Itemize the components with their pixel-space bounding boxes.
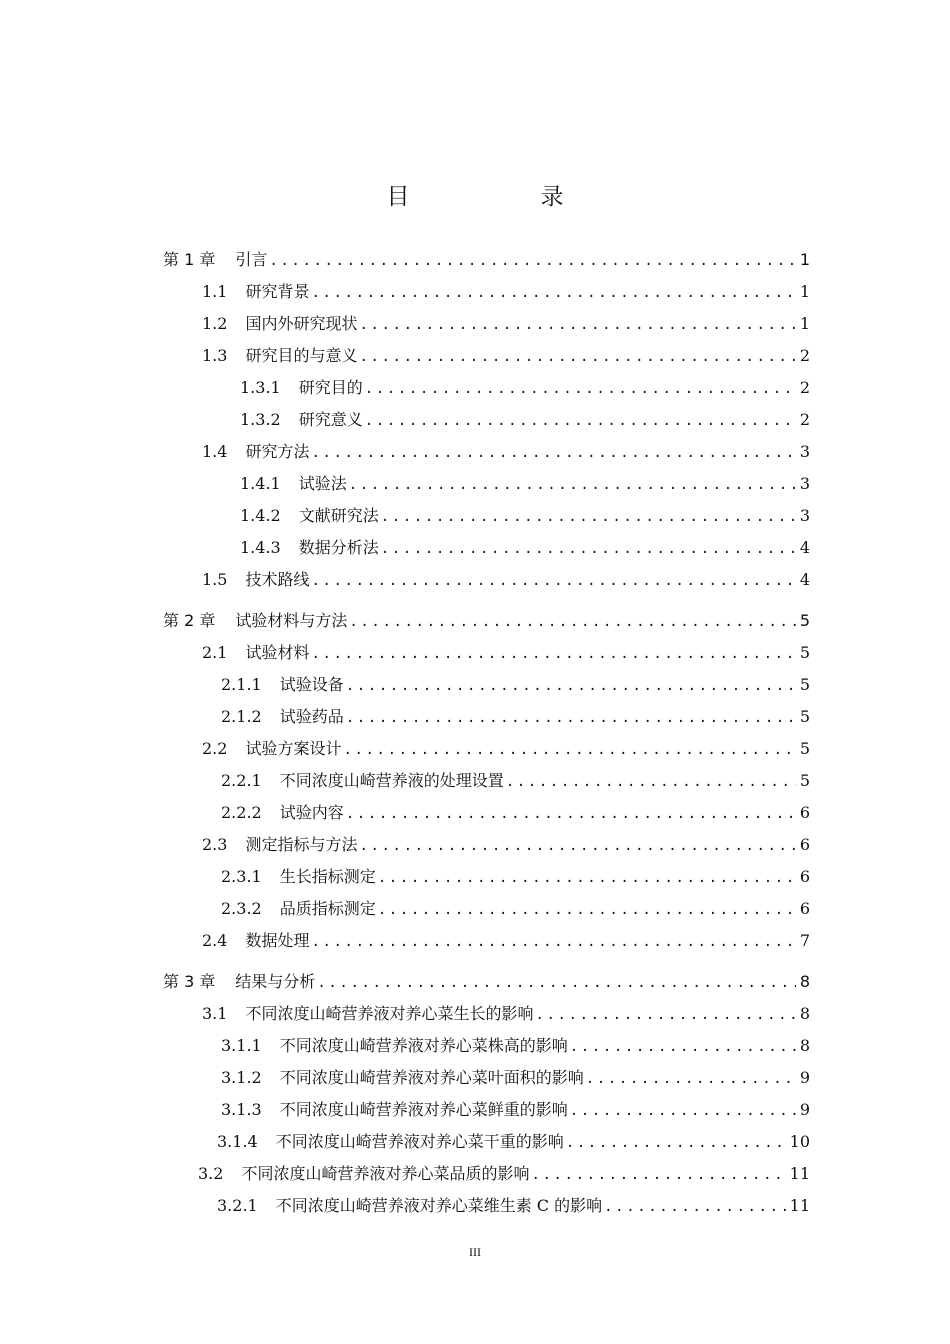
toc-entry-page: 3 [799,442,810,461]
toc-entry-page: 1 [799,314,810,333]
toc-entry[interactable] [221,866,810,888]
toc-leader-dots [570,1100,796,1122]
toc-entry-label: 研究背景 [245,282,310,301]
toc-entry[interactable] [202,1003,810,1025]
toc-entry[interactable] [221,1099,810,1121]
toc-entry[interactable] [163,610,810,632]
toc-entry-number: 1.2 [202,314,228,333]
toc-leader-dots [346,707,796,729]
toc-entry-number: 1.5 [202,570,228,589]
toc-entry[interactable] [163,249,810,271]
toc-entry-label: 引言 [235,250,268,269]
toc-entry-label: 试验设备 [279,675,344,694]
toc-entry[interactable] [202,345,810,367]
toc-leader-dots [359,835,795,857]
toc-entry-number: 1.3.1 [240,378,281,397]
toc-entry-page: 10 [789,1132,810,1151]
toc-entry-page: 4 [799,538,810,557]
toc-leader-dots [359,314,795,336]
toc-entry-page: 5 [799,771,810,790]
toc-entry-label: 不同浓度山崎营养液对养心菜生长的影响 [245,1004,534,1023]
toc-entry[interactable] [202,569,810,591]
toc-entry-page: 8 [799,1036,810,1055]
toc-entry-page: 1 [799,282,810,301]
toc-leader-dots [317,972,795,994]
toc-entry-number: 2.2 [202,739,228,758]
toc-entry[interactable] [217,1131,810,1153]
toc-entry-label: 测定指标与方法 [245,835,358,854]
toc-entry-label: 数据分析法 [298,538,379,557]
toc-entry[interactable] [240,377,810,399]
toc-entry-page: 2 [799,378,810,397]
toc-entry-label: 结果与分析 [235,972,316,991]
toc-entry[interactable] [221,770,810,792]
toc-entry-page: 5 [799,675,810,694]
toc-leader-dots [378,899,796,921]
toc-leader-dots [311,643,795,665]
toc-entry-page: 11 [789,1164,810,1183]
toc-entry-number: 2.3.2 [221,899,262,918]
toc-entry-label: 试验材料 [245,643,310,662]
toc-entry-label: 不同浓度山崎营养液对养心菜维生素 C 的影响 [275,1196,603,1215]
toc-entry[interactable] [240,505,810,527]
toc-entry-page: 5 [799,707,810,726]
toc-leader-dots [311,442,795,464]
toc-entry-label: 试验方案设计 [245,739,342,758]
toc-entry-label: 技术路线 [245,570,310,589]
toc-entry[interactable] [198,1163,810,1185]
toc-leader-dots [378,867,796,889]
toc-entry-page: 6 [799,867,810,886]
toc-entry[interactable] [202,313,810,335]
toc-entry[interactable] [240,473,810,495]
toc-entry-label: 生长指标测定 [279,867,376,886]
toc-entry-number: 2.1 [202,643,228,662]
toc-entry-label: 不同浓度山崎营养液对养心菜株高的影响 [279,1036,568,1055]
toc-entry[interactable] [240,537,810,559]
toc-entry-label: 国内外研究现状 [245,314,358,333]
toc-entry-number: 第 3 章 [163,972,216,991]
toc-title: 目 录 [386,184,618,210]
toc-entry-label: 试验药品 [279,707,344,726]
toc-entry-page: 3 [799,506,810,525]
toc-entry-label: 试验法 [298,474,347,493]
toc-leader-dots [535,1004,795,1026]
toc-entry[interactable] [202,281,810,303]
toc-entry[interactable] [217,1195,810,1217]
toc-entry-number: 1.4.3 [240,538,281,557]
toc-entry-label: 品质指标测定 [279,899,376,918]
toc-leader-dots [269,250,795,272]
toc-leader-dots [311,931,795,953]
toc-entry-number: 1.4.2 [240,506,281,525]
toc-entry-number: 2.4 [202,931,228,950]
toc-entry-page: 2 [799,410,810,429]
toc-leader-dots [311,282,795,304]
toc-entry-label: 研究目的与意义 [245,346,358,365]
toc-entry-number: 2.2.2 [221,803,262,822]
toc-entry-page: 3 [799,474,810,493]
toc-entry-page: 8 [799,972,810,991]
toc-entry-label: 研究意义 [298,410,363,429]
toc-leader-dots [359,346,795,368]
toc-entry-number: 2.1.2 [221,707,262,726]
toc-entry[interactable] [221,706,810,728]
toc-entry-number: 3.1.1 [221,1036,262,1055]
toc-leader-dots [604,1196,786,1218]
toc-entry[interactable] [221,802,810,824]
toc-entry[interactable] [202,930,810,952]
toc-entry[interactable] [221,674,810,696]
toc-entry-page: 1 [799,250,810,269]
toc-entry-page: 8 [799,1004,810,1023]
toc-entry-number: 3.2.1 [217,1196,258,1215]
toc-leader-dots [381,506,796,528]
toc-entry[interactable] [202,441,810,463]
toc-entry-number: 1.3.2 [240,410,281,429]
toc-entry-number: 3.2 [198,1164,224,1183]
toc-entry-page: 2 [799,346,810,365]
toc-entry-number: 1.1 [202,282,228,301]
toc-leader-dots [506,771,796,793]
toc-entry[interactable] [163,971,810,993]
toc-leader-dots [349,474,796,496]
toc-leader-dots [586,1068,796,1090]
toc-entry[interactable] [202,738,810,760]
toc-entry-page: 9 [799,1068,810,1087]
toc-entry[interactable] [240,409,810,431]
toc-leader-dots [365,410,796,432]
toc-entry[interactable] [221,898,810,920]
toc-entry-label: 不同浓度山崎营养液对养心菜鲜重的影响 [279,1100,568,1119]
toc-entry-page: 9 [799,1100,810,1119]
toc-leader-dots [570,1036,796,1058]
toc-leader-dots [311,570,795,592]
toc-entry-number: 2.1.1 [221,675,262,694]
toc-entry[interactable] [221,1035,810,1057]
toc-entry-page: 11 [789,1196,810,1215]
toc-entry-label: 试验内容 [279,803,344,822]
toc-entry-label: 研究目的 [298,378,363,397]
toc-entry-number: 2.3 [202,835,228,854]
toc-entry-number: 1.4 [202,442,228,461]
toc-leader-dots [381,538,796,560]
toc-leader-dots [566,1132,786,1154]
toc-entry-page: 7 [799,931,810,950]
toc-leader-dots [346,675,796,697]
toc-entry-page: 5 [799,643,810,662]
toc-entry[interactable] [221,1067,810,1089]
toc-entry[interactable] [202,642,810,664]
toc-entry-label: 不同浓度山崎营养液的处理设置 [279,771,504,790]
toc-entry-number: 2.2.1 [221,771,262,790]
toc-leader-dots [343,739,795,761]
page-number-footer: III [469,1245,481,1259]
toc-entry-label: 不同浓度山崎营养液对养心菜干重的影响 [275,1132,564,1151]
toc-leader-dots [531,1164,785,1186]
toc-leader-dots [349,611,795,633]
toc-entry[interactable] [202,834,810,856]
toc-leader-dots [365,378,796,400]
toc-entry-page: 6 [799,835,810,854]
toc-entry-number: 2.3.1 [221,867,262,886]
toc-entry-label: 不同浓度山崎营养液对养心菜叶面积的影响 [279,1068,584,1087]
toc-entry-page: 6 [799,899,810,918]
toc-entry-label: 数据处理 [245,931,310,950]
toc-entry-number: 3.1.2 [221,1068,262,1087]
toc-entry-page: 5 [799,739,810,758]
toc-entry-label: 文献研究法 [298,506,379,525]
toc-entry-page: 6 [799,803,810,822]
toc-entry-label: 不同浓度山崎营养液对养心菜品质的影响 [241,1164,530,1183]
toc-entry-label: 研究方法 [245,442,310,461]
toc-entry-number: 3.1 [202,1004,228,1023]
toc-entry-page: 4 [799,570,810,589]
toc-entry-number: 1.3 [202,346,228,365]
toc-entry-number: 3.1.4 [217,1132,258,1151]
toc-entry-label: 试验材料与方法 [235,611,348,630]
toc-entry-number: 第 1 章 [163,250,216,269]
toc-entry-number: 3.1.3 [221,1100,262,1119]
toc-entry-number: 第 2 章 [163,611,216,630]
toc-entry-page: 5 [799,611,810,630]
toc-entry-number: 1.4.1 [240,474,281,493]
toc-leader-dots [346,803,796,825]
